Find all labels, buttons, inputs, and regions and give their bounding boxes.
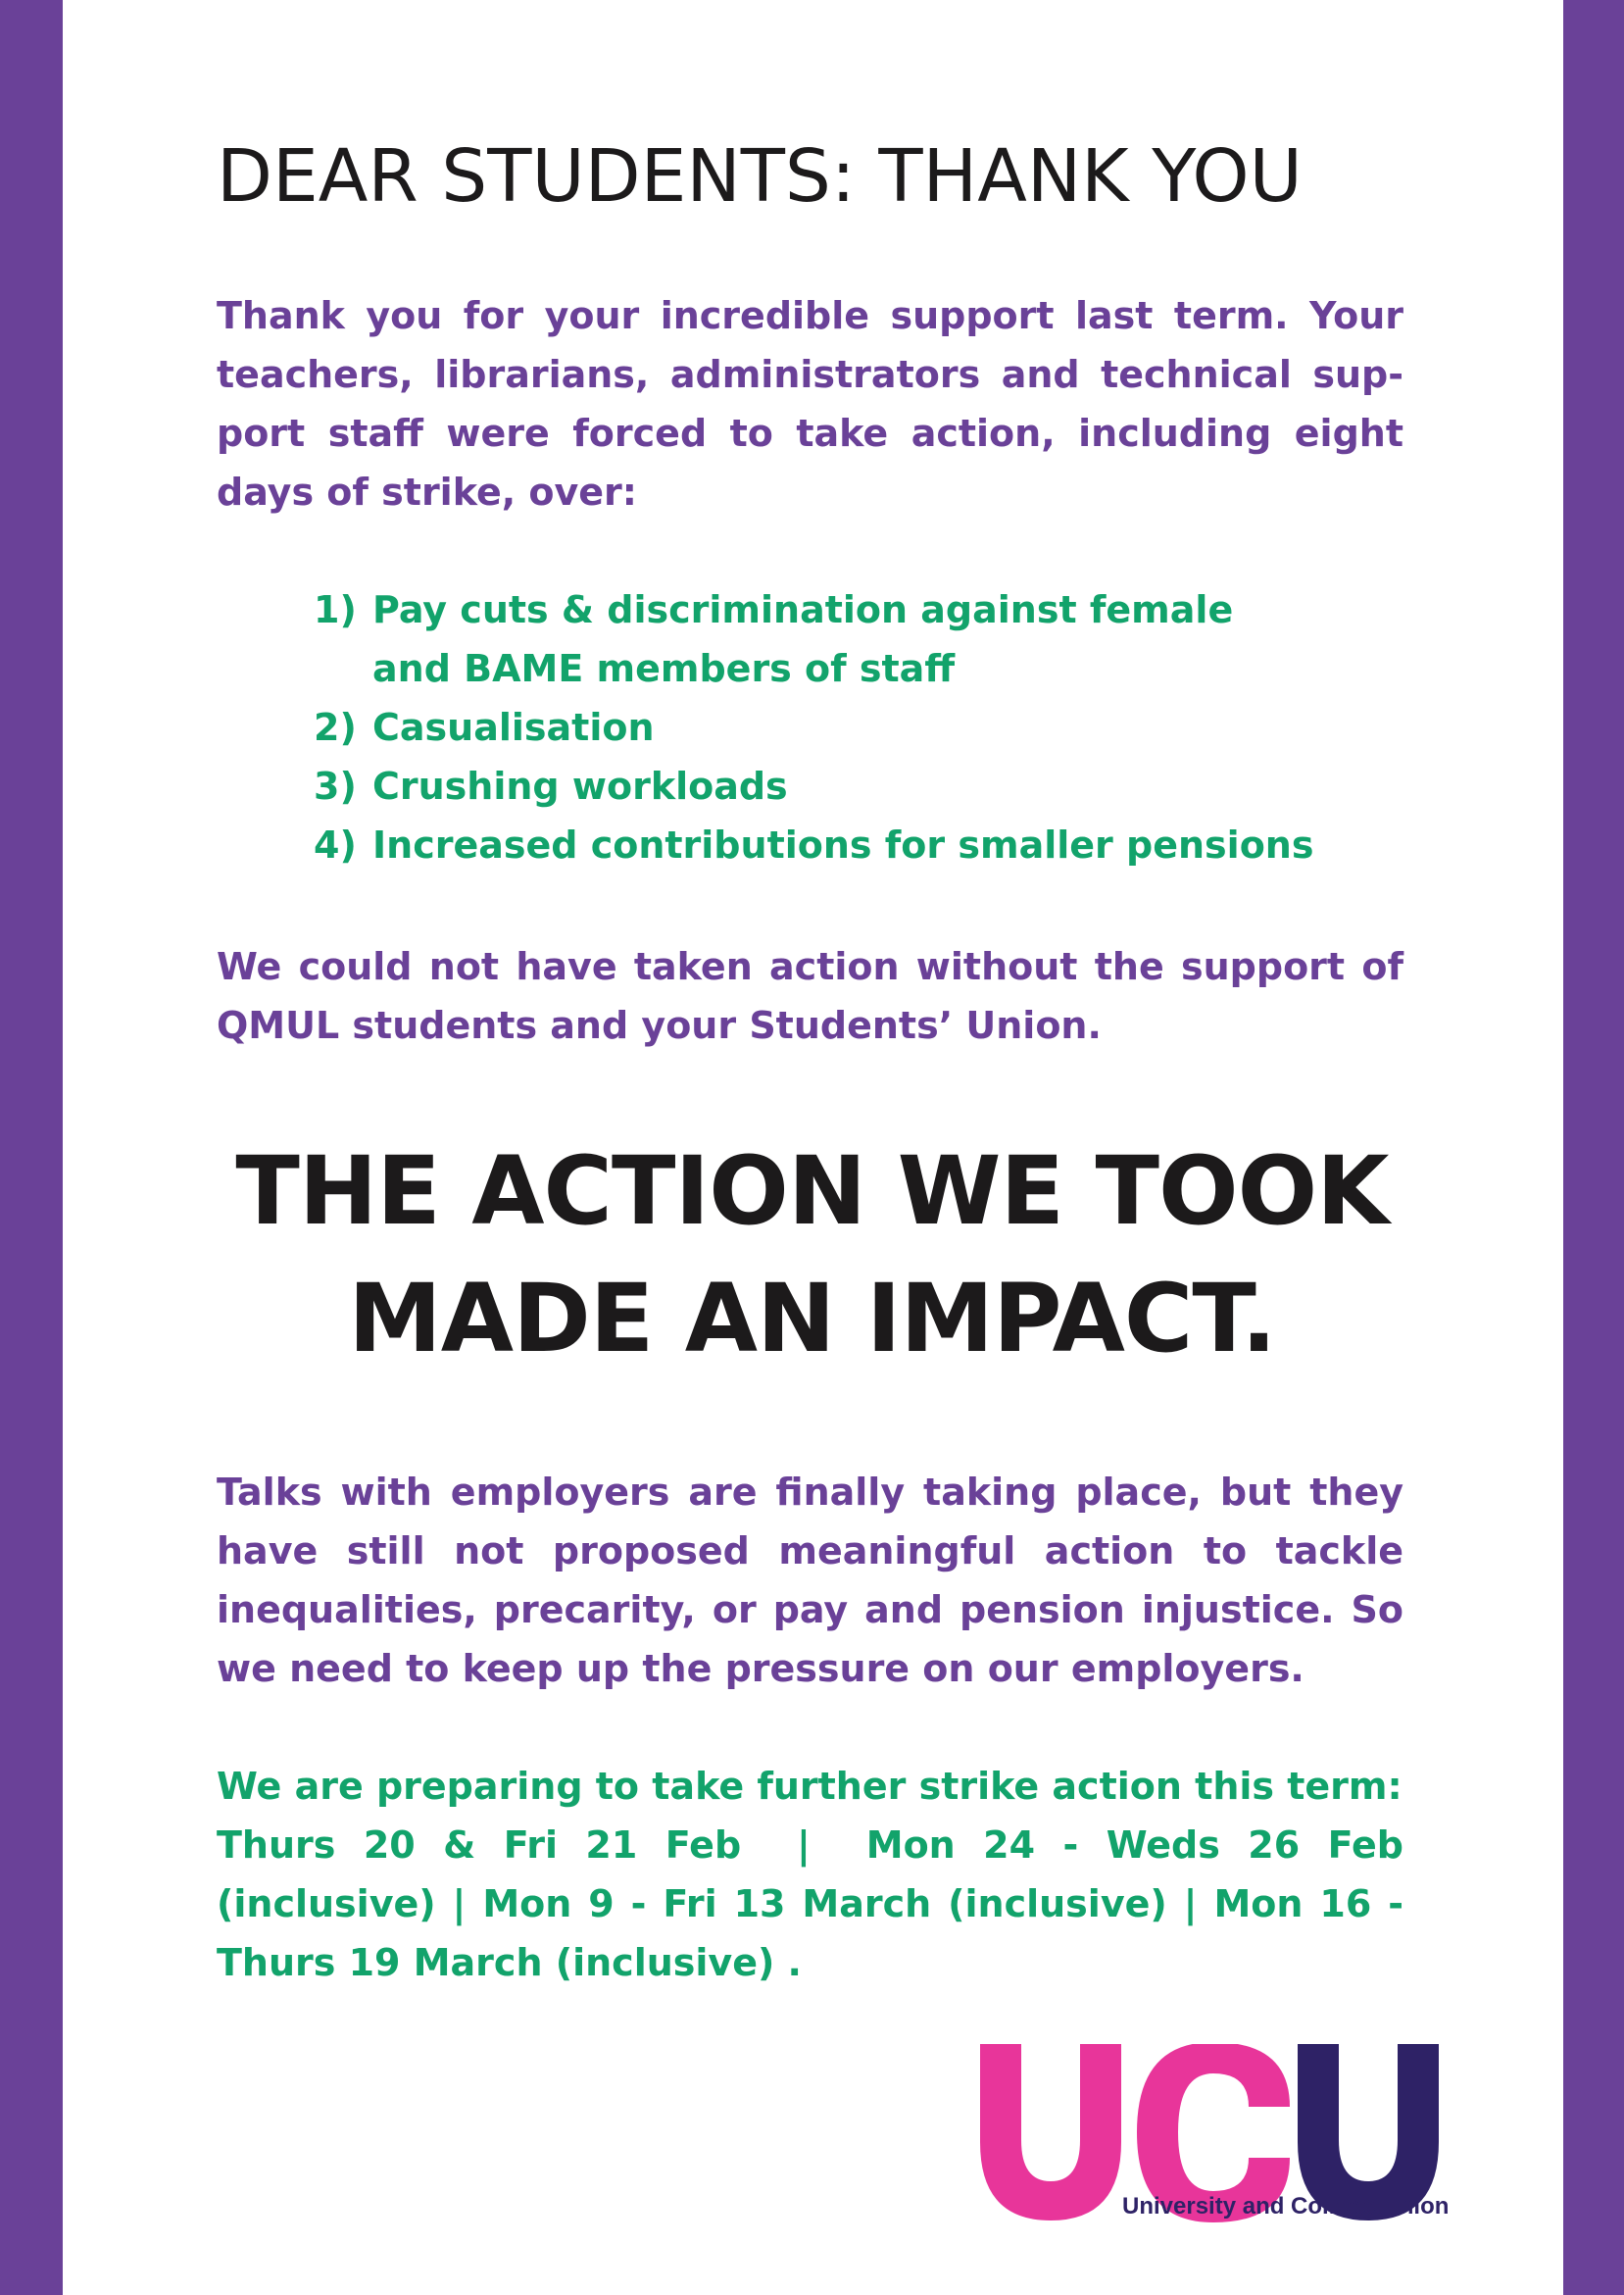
headline-line2: MADE AN IMPACT. — [348, 1264, 1276, 1373]
issue-number: 2) — [314, 706, 357, 749]
list-item — [314, 816, 1353, 874]
strike-dates-section — [217, 1757, 1417, 1992]
issue-text-line2: and BAME members of staff — [372, 647, 956, 690]
impact-headline — [147, 1127, 1477, 1382]
page-title: DEAR STUDENTS: THANK YOU — [217, 134, 1303, 219]
headline-line1: THE ACTION WE TOOK — [235, 1136, 1389, 1246]
issue-text-line1: Pay cuts & discrimination against female — [372, 588, 1234, 631]
issue-list — [314, 580, 1353, 874]
issue-text — [372, 580, 1353, 698]
issue-text: Casualisation — [372, 706, 655, 749]
list-item — [314, 698, 1353, 757]
issue-number: 4) — [314, 823, 357, 867]
issue-number: 1) — [314, 588, 357, 631]
intro-paragraph: Thank you for your incredible support last term. Your teachers, librarians, administrators and technical sup-port staff were forced to take action, including eight days of strike, over: — [217, 294, 1403, 514]
issue-number: 3) — [314, 765, 357, 808]
list-item — [314, 580, 1353, 698]
ucu-logo-caption: University and College Union — [1122, 2193, 1450, 2220]
strike-dates-intro: We are preparing to take further strike action this term: — [217, 1765, 1403, 1808]
issue-text: Crushing workloads — [372, 765, 788, 808]
support-section — [217, 937, 1403, 1055]
talks-paragraph: Talks with employers are finally taking place, but they have still not proposed meaningful action to tackle inequalities, precarity, or pay and pension injustice. So we need to keep up the pressure on our employers. — [217, 1471, 1403, 1690]
issue-text: Increased contributions for smaller pensions — [372, 823, 1314, 867]
intro-section — [217, 286, 1403, 522]
left-border-bar — [0, 0, 63, 2295]
list-item — [314, 757, 1353, 816]
talks-section — [217, 1463, 1403, 1698]
strike-dates-schedule: Thurs 20 & Fri 21 Feb | Mon 24 - Weds 26 Feb (inclusive) | Mon 9 - Fri 13 March (inclusive) | Mon 16 - Thurs 19 March (inclusive) . — [217, 1823, 1417, 1984]
support-paragraph: We could not have taken action without the support of QMUL students and your Students’ Union. — [217, 945, 1403, 1047]
right-border-bar — [1563, 0, 1624, 2295]
ucu-logo-u-left — [980, 2044, 1121, 2220]
